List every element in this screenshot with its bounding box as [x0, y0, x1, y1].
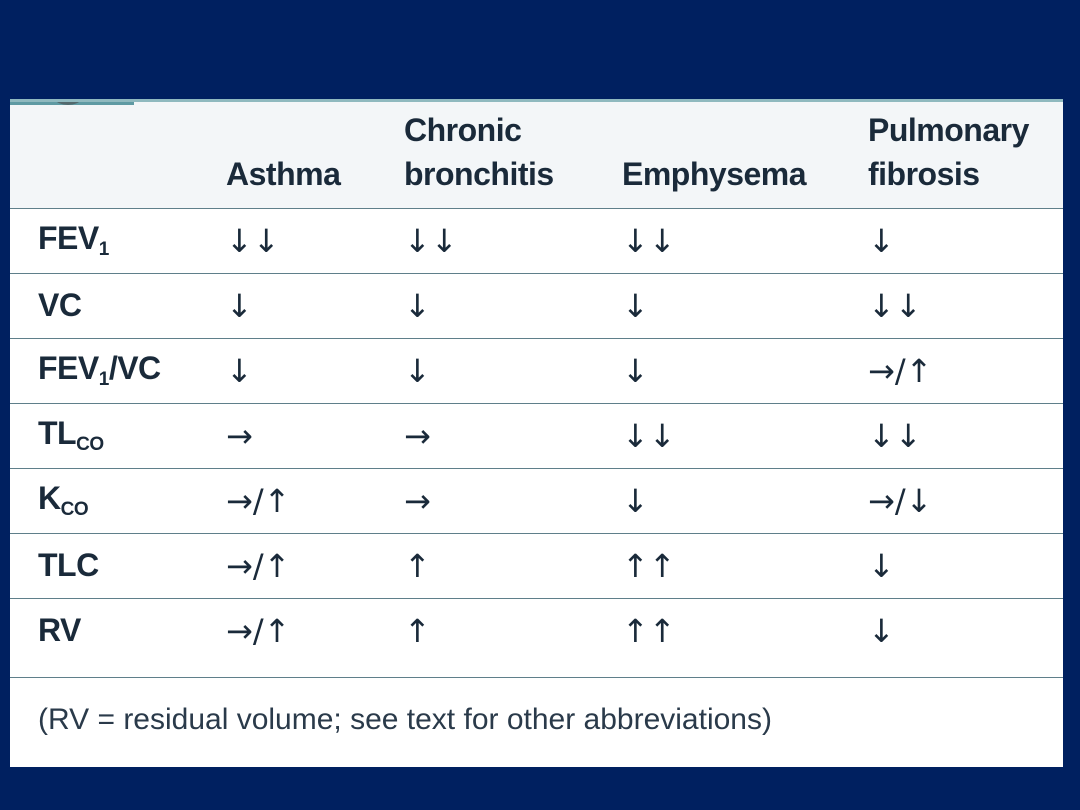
table-row: [10, 208, 1063, 273]
row-value: →/↑: [868, 351, 933, 390]
table-card: [10, 99, 1063, 767]
row-value: →: [404, 416, 431, 455]
row-value: ↑↑: [622, 546, 676, 585]
table-row: [10, 468, 1063, 533]
row-value: →: [404, 481, 431, 520]
footnote: (RV = residual volume; see text for other abbreviations): [38, 703, 772, 737]
row-value: ↓↓: [622, 416, 676, 455]
row-label: $FEV_1/VC$: [38, 350, 161, 390]
table-row: [10, 403, 1063, 468]
row-value: →/↓: [868, 481, 933, 520]
row-label: VC: [38, 287, 82, 323]
table-row: [10, 338, 1063, 403]
header-chronic-bronchitis: Chronic bronchitis: [404, 111, 554, 192]
row-label: RV: [38, 612, 81, 649]
row-value: ↓: [622, 286, 649, 325]
table-row: [10, 533, 1063, 598]
row-value: ↑: [404, 611, 431, 650]
table-row: [10, 273, 1063, 338]
header-emphysema: Emphysema: [622, 155, 807, 192]
row-value: →/↑: [226, 481, 291, 520]
row-value: ↓↓: [622, 221, 676, 260]
row-value: →: [226, 416, 253, 455]
header-asthma: Asthma: [226, 155, 341, 192]
row-value: ↓: [622, 351, 649, 390]
header-empty: [10, 102, 226, 208]
row-value: →/↑: [226, 611, 291, 650]
row-value: ↑↑: [622, 611, 676, 650]
row-value: ↓: [868, 546, 895, 585]
decorative-circle: [46, 99, 90, 105]
table-row: [10, 598, 1063, 663]
row-value: ↓: [404, 286, 431, 325]
row-label: $FEV_1$: [38, 220, 109, 260]
row-value: ↑: [404, 546, 431, 585]
header-pulmonary-fibrosis: Pulmonary fibrosis: [868, 111, 1029, 192]
row-label: TLC: [38, 547, 99, 583]
row-value: ↓: [868, 611, 895, 650]
row-value: ↓↓: [868, 286, 922, 325]
row-value: ↓: [622, 481, 649, 520]
row-value: ↓↓: [226, 221, 280, 260]
row-value: ↓: [868, 221, 895, 260]
spacer-row: [10, 663, 1063, 677]
row-value: →/↑: [226, 546, 291, 585]
row-label: $K_{CO}$: [38, 480, 89, 520]
row-value: ↓↓: [868, 416, 922, 455]
footnote-row: [10, 677, 1063, 763]
row-value: ↓↓: [404, 221, 458, 260]
header-row: [10, 102, 1063, 208]
row-value: ↓: [226, 351, 253, 390]
row-value: ↓: [404, 351, 431, 390]
row-label: $TL_{CO}$: [38, 415, 104, 455]
tab-accent: [10, 99, 134, 105]
lung-function-table: [10, 102, 1063, 763]
row-value: ↓: [226, 286, 253, 325]
